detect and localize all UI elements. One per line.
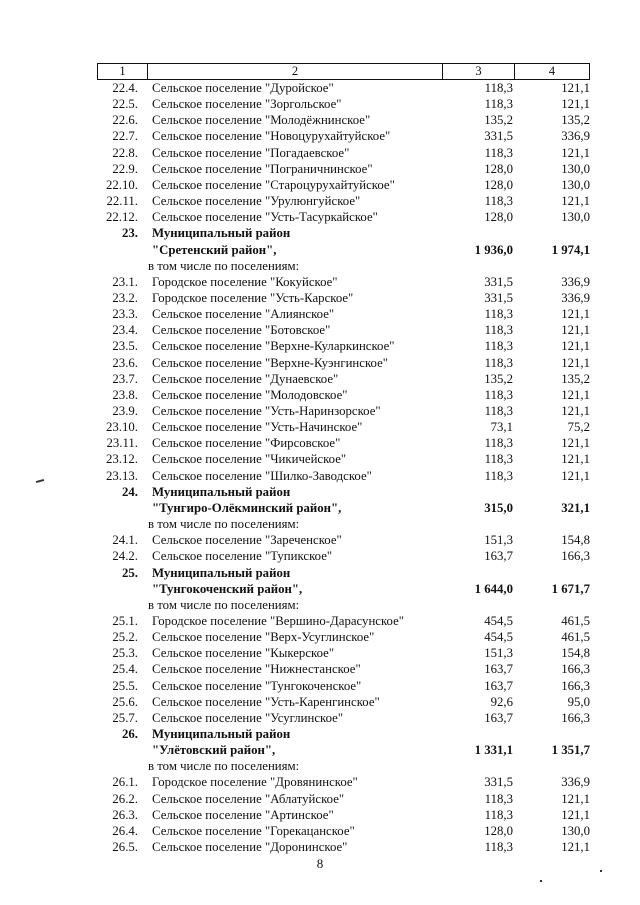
row-name: Сельское поселение "Тунгокоченское" [152, 678, 362, 693]
table-row [0, 565, 640, 581]
table-header [97, 63, 590, 80]
row-value-col4: 121,1 [561, 145, 590, 160]
row-value-col4: 135,2 [561, 113, 590, 128]
table-row [0, 225, 640, 241]
row-value-col4: 166,3 [561, 710, 590, 725]
table-row [0, 322, 640, 338]
row-value-col3: 118,3 [484, 81, 513, 95]
header-col-4: 4 [548, 64, 556, 78]
row-number: 23.4. [112, 323, 138, 338]
table-row [0, 548, 640, 564]
row-value-col3: 118,3 [484, 97, 513, 112]
row-name: Сельское поселение "Зоргольское" [152, 97, 342, 112]
row-value-col3: 151,3 [484, 533, 513, 548]
table-row [0, 613, 640, 629]
row-number: 23.7. [112, 371, 138, 386]
row-number: 23.8. [112, 387, 138, 402]
row-name: Сельское поселение "Урулюнгуйское" [152, 194, 361, 209]
table-row [0, 597, 640, 613]
table-row [0, 532, 640, 548]
row-number: 23.12. [106, 452, 138, 467]
table-row [0, 645, 640, 661]
row-value-col3: 118,3 [484, 807, 513, 822]
row-value-col4: 461,5 [561, 630, 590, 645]
table-row [0, 209, 640, 225]
row-number: 22.11. [106, 194, 138, 209]
row-name: Сельское поселение "Верхне-Куэнгинское" [152, 355, 388, 370]
table-row [0, 435, 640, 451]
row-value-col3: 163,7 [484, 549, 513, 564]
row-name: Муниципальный район [152, 565, 291, 580]
row-number: 25.7. [112, 710, 138, 725]
row-value-col4: 130,0 [561, 210, 590, 225]
table-row [0, 839, 640, 855]
page-number: 8 [316, 856, 324, 871]
row-value-col4: 130,0 [561, 177, 590, 192]
row-value-col3: 128,0 [484, 177, 513, 192]
row-value-col3: 454,5 [484, 613, 513, 628]
row-value-col4: 336,9 [561, 290, 590, 305]
table-row [0, 500, 640, 516]
row-name: Сельское поселение "Фирсовское" [152, 436, 341, 451]
row-value-col3: 118,3 [484, 404, 513, 418]
row-number: 26.4. [112, 823, 138, 838]
row-name: Сельское поселение "Верхне-Куларкинское" [152, 339, 395, 354]
row-value-col4: 336,9 [561, 274, 590, 289]
row-name: "Тунгиро-Олёкминский район", [152, 500, 342, 515]
row-name: "Сретенский район", [152, 242, 277, 257]
row-value-col4: 121,1 [561, 323, 590, 338]
row-value-col3: 128,0 [484, 210, 513, 225]
row-name: Сельское поселение "Усть-Наринзорское" [152, 404, 381, 418]
row-value-col3: 163,7 [484, 678, 513, 693]
row-name: Сельское поселение "Новоцурухайтуйское" [152, 129, 391, 144]
row-value-col3: 454,5 [484, 630, 513, 645]
row-number: 23.3. [112, 307, 138, 322]
row-value-col4: 166,3 [561, 549, 590, 564]
row-name: Сельское поселение "Артинское" [152, 807, 334, 822]
row-name: в том числе по поселениям: [148, 258, 300, 273]
table-row [0, 823, 640, 839]
row-value-col3: 118,3 [484, 791, 513, 806]
table-row [0, 516, 640, 532]
row-number: 22.7. [112, 129, 138, 144]
table-row [0, 419, 640, 435]
table-row [0, 274, 640, 290]
row-value-col3: 118,3 [484, 436, 513, 451]
row-value-col4: 336,9 [561, 129, 590, 144]
table-row [0, 193, 640, 209]
row-value-col3: 135,2 [484, 371, 513, 386]
row-value-col3: 118,3 [484, 840, 513, 855]
row-value-col4: 121,1 [561, 436, 590, 451]
row-number: 22.4. [112, 81, 138, 95]
row-value-col3: 331,5 [484, 775, 513, 790]
table-row [0, 145, 640, 161]
row-name: Сельское поселение "Горекацанское" [152, 823, 355, 838]
row-name: Сельское поселение "Староцурухайтуйское" [152, 177, 395, 192]
table-row [0, 742, 640, 758]
row-value-col3: 118,3 [484, 323, 513, 338]
table-row [0, 468, 640, 484]
row-name: Сельское поселение "Алиянское" [152, 307, 335, 322]
row-value-col3: 118,3 [484, 194, 513, 209]
row-number: 23.11. [106, 436, 138, 451]
row-number: 22.5. [112, 97, 138, 112]
row-name: в том числе по поселениям: [148, 517, 300, 532]
row-name: Муниципальный район [152, 226, 291, 241]
table-row [0, 774, 640, 790]
scan-dot [540, 880, 542, 882]
row-number: 25.2. [112, 630, 138, 645]
row-number: 26. [122, 727, 138, 741]
row-value-col4: 121,1 [561, 355, 590, 370]
row-name: Сельское поселение "Пограничнинское" [152, 161, 373, 176]
row-value-col3: 1 644,0 [474, 581, 513, 596]
table-row [0, 338, 640, 354]
row-value-col4: 336,9 [561, 775, 590, 790]
row-value-col4: 321,1 [561, 500, 590, 515]
row-value-col3: 118,3 [484, 468, 513, 483]
table-row [0, 128, 640, 144]
row-number: 23.9. [112, 404, 138, 418]
row-number: 23.5. [112, 339, 138, 354]
row-name: Сельское поселение "Зареченское" [152, 533, 342, 548]
table-row [0, 678, 640, 694]
row-value-col4: 121,1 [561, 81, 590, 95]
row-number: 25.4. [112, 662, 138, 677]
table-row [0, 161, 640, 177]
row-value-col4: 121,1 [561, 807, 590, 822]
row-value-col3: 73,1 [490, 420, 513, 435]
row-value-col4: 121,1 [561, 468, 590, 483]
row-number: 23.1. [112, 274, 138, 289]
row-number: 22.8. [112, 145, 138, 160]
row-value-col4: 461,5 [561, 613, 590, 628]
row-name: Муниципальный район [152, 727, 291, 741]
row-number: 24.2. [112, 549, 138, 564]
row-value-col4: 166,3 [561, 662, 590, 677]
header-col-3: 3 [443, 64, 515, 79]
table-row [0, 242, 640, 258]
row-name: Сельское поселение "Шилко-Заводское" [152, 468, 372, 483]
row-name: Сельское поселение "Дунаевское" [152, 371, 339, 386]
row-name: Сельское поселение "Кыкерское" [152, 646, 335, 661]
row-value-col3: 315,0 [484, 500, 513, 515]
table-row [0, 403, 640, 419]
table-row [0, 258, 640, 274]
row-number: 22.10. [106, 177, 138, 192]
row-value-col4: 121,1 [561, 307, 590, 322]
table-row [0, 710, 640, 726]
row-name: "Улётовский район", [152, 743, 276, 758]
row-number: 24. [122, 484, 138, 499]
row-value-col3: 118,3 [484, 145, 513, 160]
row-name: Городское поселение "Дровянинское" [152, 775, 358, 790]
row-name: Городское поселение "Кокуйское" [152, 274, 338, 289]
row-value-col4: 121,1 [561, 339, 590, 354]
row-value-col4: 95,0 [567, 694, 590, 709]
row-name: Сельское поселение "Аблатуйское" [152, 791, 345, 806]
row-value-col3: 118,3 [484, 355, 513, 370]
row-name: в том числе по поселениям: [148, 759, 300, 774]
table-row [0, 290, 640, 306]
row-name: Сельское поселение "Доронинское" [152, 840, 348, 855]
table-row [0, 371, 640, 387]
row-value-col4: 121,1 [561, 452, 590, 467]
row-number: 25.1. [112, 613, 138, 628]
row-number: 22.6. [112, 113, 138, 128]
table-row [0, 791, 640, 807]
row-number: 25.5. [112, 678, 138, 693]
row-name: Городское поселение "Вершино-Дарасунское" [152, 613, 405, 628]
row-value-col4: 135,2 [561, 371, 590, 386]
row-name: "Тунгокоченский район", [152, 581, 303, 596]
row-value-col3: 128,0 [484, 823, 513, 838]
table-row [0, 387, 640, 403]
row-number: 26.5. [112, 840, 138, 855]
table-row [0, 112, 640, 128]
row-number: 22.12. [106, 210, 138, 225]
row-value-col4: 154,8 [561, 646, 590, 661]
row-value-col3: 331,5 [484, 129, 513, 144]
row-value-col3: 1 936,0 [474, 242, 513, 257]
header-col-2: 2 [148, 64, 443, 79]
row-name: Сельское поселение "Тупикское" [152, 549, 333, 564]
row-value-col4: 130,0 [561, 823, 590, 838]
table-row [0, 807, 640, 823]
row-name: Сельское поселение "Верх-Усуглинское" [152, 630, 375, 645]
table-row [0, 694, 640, 710]
row-value-col4: 121,1 [561, 387, 590, 402]
row-value-col4: 121,1 [561, 404, 590, 418]
row-number: 25.6. [112, 694, 138, 709]
row-value-col3: 118,3 [484, 452, 513, 467]
row-number: 26.1. [112, 775, 138, 790]
row-value-col4: 1 351,7 [551, 743, 590, 758]
row-value-col3: 151,3 [484, 646, 513, 661]
row-name: Муниципальный район [152, 484, 291, 499]
row-value-col3: 331,5 [484, 274, 513, 289]
row-name: в том числе по поселениям: [148, 597, 300, 612]
table-row [0, 758, 640, 774]
row-number: 23.6. [112, 355, 138, 370]
row-name: Сельское поселение "Усть-Тасуркайское" [152, 210, 378, 225]
row-value-col4: 75,2 [567, 420, 590, 435]
row-value-col3: 118,3 [484, 307, 513, 322]
row-name: Сельское поселение "Молодёжнинское" [152, 113, 371, 128]
row-name: Сельское поселение "Дуройское" [152, 81, 334, 95]
row-name: Сельское поселение "Усуглинское" [152, 710, 344, 725]
row-name: Сельское поселение "Нижнестанское" [152, 662, 361, 677]
table-row [0, 306, 640, 322]
table-row [0, 484, 640, 500]
row-number: 23.2. [112, 290, 138, 305]
row-value-col4: 1 671,7 [551, 581, 590, 596]
row-value-col4: 121,1 [561, 791, 590, 806]
row-value-col3: 135,2 [484, 113, 513, 128]
row-name: Сельское поселение "Усть-Начинское" [152, 420, 363, 435]
row-number: 23. [122, 226, 138, 241]
row-value-col4: 121,1 [561, 840, 590, 855]
row-name: Городское поселение "Усть-Карское" [152, 290, 354, 305]
row-number: 25. [122, 565, 138, 580]
row-name: Сельское поселение "Чикичейское" [152, 452, 347, 467]
row-number: 26.3. [112, 807, 138, 822]
table-row [0, 581, 640, 597]
table-row [0, 629, 640, 645]
scan-dot [600, 870, 602, 872]
row-value-col4: 121,1 [561, 97, 590, 112]
row-name: Сельское поселение "Молодовское" [152, 387, 348, 402]
row-value-col3: 92,6 [490, 694, 513, 709]
row-value-col3: 118,3 [484, 339, 513, 354]
row-value-col4: 130,0 [561, 161, 590, 176]
row-number: 25.3. [112, 646, 138, 661]
row-value-col3: 331,5 [484, 290, 513, 305]
row-value-col4: 1 974,1 [551, 242, 590, 257]
row-name: Сельское поселение "Ботовское" [152, 323, 331, 338]
row-value-col3: 128,0 [484, 161, 513, 176]
row-value-col3: 163,7 [484, 662, 513, 677]
row-value-col4: 154,8 [561, 533, 590, 548]
header-col-1: 1 [98, 64, 148, 79]
row-number: 22.9. [112, 161, 138, 176]
row-number: 23.13. [106, 468, 138, 483]
row-value-col4: 121,1 [561, 194, 590, 209]
table-row [0, 726, 640, 742]
row-number: 23.10. [106, 420, 138, 435]
row-number: 24.1. [112, 533, 138, 548]
table-row [0, 355, 640, 371]
row-value-col3: 163,7 [484, 710, 513, 725]
table-row [0, 177, 640, 193]
row-value-col3: 1 331,1 [474, 743, 513, 758]
row-value-col4: 166,3 [561, 678, 590, 693]
table-row [0, 80, 640, 96]
row-number: 26.2. [112, 791, 138, 806]
table-row [0, 451, 640, 467]
table-row [0, 96, 640, 112]
table-row [0, 661, 640, 677]
row-name: Сельское поселение "Усть-Каренгинское" [152, 694, 380, 709]
row-name: Сельское поселение "Погадаевское" [152, 145, 350, 160]
row-value-col3: 118,3 [484, 387, 513, 402]
